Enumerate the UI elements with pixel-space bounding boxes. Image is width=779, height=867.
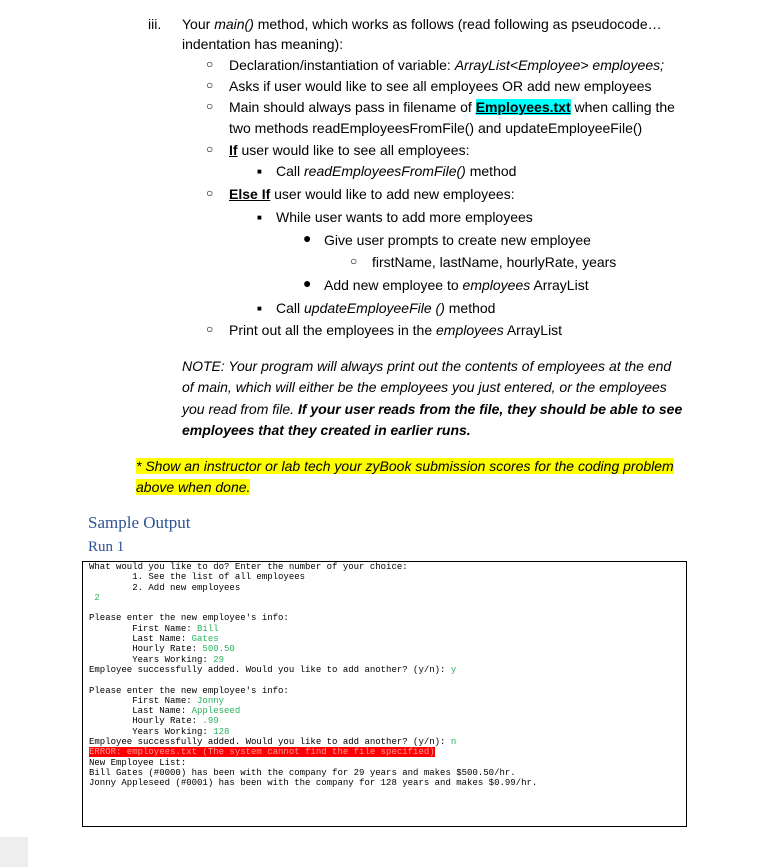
employee-list-row: Jonny Appleseed (#0001) has been with the company for 128 years and makes $0.99/hr. [89, 778, 538, 789]
roman-numeral-iii: iii. [148, 16, 162, 32]
console-error-line: ERROR: employees.txt (The system cannot find the file specified) [89, 747, 435, 758]
circle-bullet-icon: ○ [206, 78, 214, 92]
run-heading: Run 1 [88, 539, 125, 555]
dot-bullet-icon: ● [303, 275, 312, 291]
add-employee-line: Add new employee to employees ArrayList [324, 277, 589, 293]
note-line-4: employees that they created in earlier runs. [182, 422, 471, 438]
page-corner-decoration [0, 837, 28, 867]
console-line: First Name: Bill [89, 623, 219, 634]
console-line: Please enter the new employee's info: [89, 613, 289, 624]
while-line: While user wants to add more employees [276, 209, 533, 225]
sample-output-heading: Sample Output [88, 513, 191, 532]
call-update-line: Call updateEmployeeFile () method [276, 300, 496, 316]
console-line: Hourly Rate: 500.50 [89, 644, 235, 655]
console-user-input: 128 [213, 726, 230, 737]
main-method-intro: Your main() method, which works as follows (read following as pseudocode… [182, 16, 662, 32]
employee-list-row: Bill Gates (#0000) has been with the company for 29 years and makes $500.50/hr. [89, 767, 516, 778]
circle-bullet-icon: ○ [206, 142, 214, 156]
console-user-input: Gates [191, 634, 219, 645]
console-line: Hourly Rate: .99 [89, 716, 219, 727]
prompts-line: Give user prompts to create new employee [324, 232, 591, 248]
console-line: 1. See the list of all employees [89, 572, 306, 583]
square-bullet-icon: ■ [257, 304, 262, 313]
circle-bullet-icon: ○ [206, 186, 214, 200]
console-user-input: Jonny [197, 695, 225, 706]
console-user-input: Bill [197, 623, 219, 634]
call-read-line: Call readEmployeesFromFile() method [276, 163, 517, 179]
console-line: Please enter the new employee's info: [89, 685, 289, 696]
note-line-2: of main, which will either be the employees you just entered, or the employees [182, 379, 667, 395]
console-line: What would you like to do? Enter the number of your choice: [89, 562, 408, 572]
square-bullet-icon: ■ [257, 213, 262, 222]
console-user-input: n [450, 737, 457, 748]
asks-line: Asks if user would like to see all employees OR add new employees [229, 78, 652, 94]
console-user-input: 500.50 [202, 644, 235, 655]
dot-bullet-icon: ● [303, 230, 312, 246]
show-instructor-line-2: above when done. [136, 479, 251, 495]
console-line: First Name: Jonny [89, 695, 225, 706]
console-user-input: Appleseed [191, 706, 241, 717]
circle-bullet-icon: ○ [206, 99, 214, 113]
console-line: Years Working: 128 [89, 726, 230, 737]
console-line: Last Name: Appleseed [89, 706, 241, 717]
console-user-input: 2 [89, 592, 100, 603]
filename-line: Main should always pass in filename of Employees.txt when calling the [229, 99, 675, 115]
show-instructor-line-1: * Show an instructor or lab tech your zyBook submission scores for the coding problem [136, 458, 674, 474]
console-line: Last Name: Gates [89, 634, 219, 645]
circle-bullet-icon: ○ [350, 254, 358, 268]
circle-bullet-icon: ○ [206, 322, 214, 336]
circle-bullet-icon: ○ [206, 57, 214, 71]
console-user-input: 29 [213, 654, 225, 665]
note-line-3: you read from file. If your user reads from the file, they should be able to see [182, 401, 683, 417]
console-output [82, 561, 687, 827]
console-line: Employee successfully added. Would you like to add another? (y/n): n [89, 737, 457, 748]
fields-line: firstName, lastName, hourlyRate, years [372, 254, 617, 270]
square-bullet-icon: ■ [257, 167, 262, 176]
filename-line-cont: two methods readEmployeesFromFile() and updateEmployeeFile() [229, 120, 643, 136]
if-line: If user would like to see all employees: [229, 142, 470, 158]
console-user-input: .99 [202, 716, 219, 727]
console-user-input: y [450, 664, 457, 675]
console-line: Employee successfully added. Would you like to add another? (y/n): y [89, 664, 457, 675]
console-line: New Employee List: [89, 757, 187, 768]
declaration-line: Declaration/instantiation of variable: ArrayList<Employee> employees; [229, 57, 665, 73]
filename-highlight: Employees.txt [475, 99, 571, 115]
note-line-1: NOTE: Your program will always print out the contents of employees at the end [182, 358, 672, 374]
console-line: 2. Add new employees [89, 582, 241, 593]
print-line: Print out all the employees in the employees ArrayList [229, 322, 563, 338]
else-if-line: Else If user would like to add new employees: [229, 186, 515, 202]
main-method-intro-cont: indentation has meaning): [182, 36, 344, 52]
console-line: Years Working: 29 [89, 654, 225, 665]
